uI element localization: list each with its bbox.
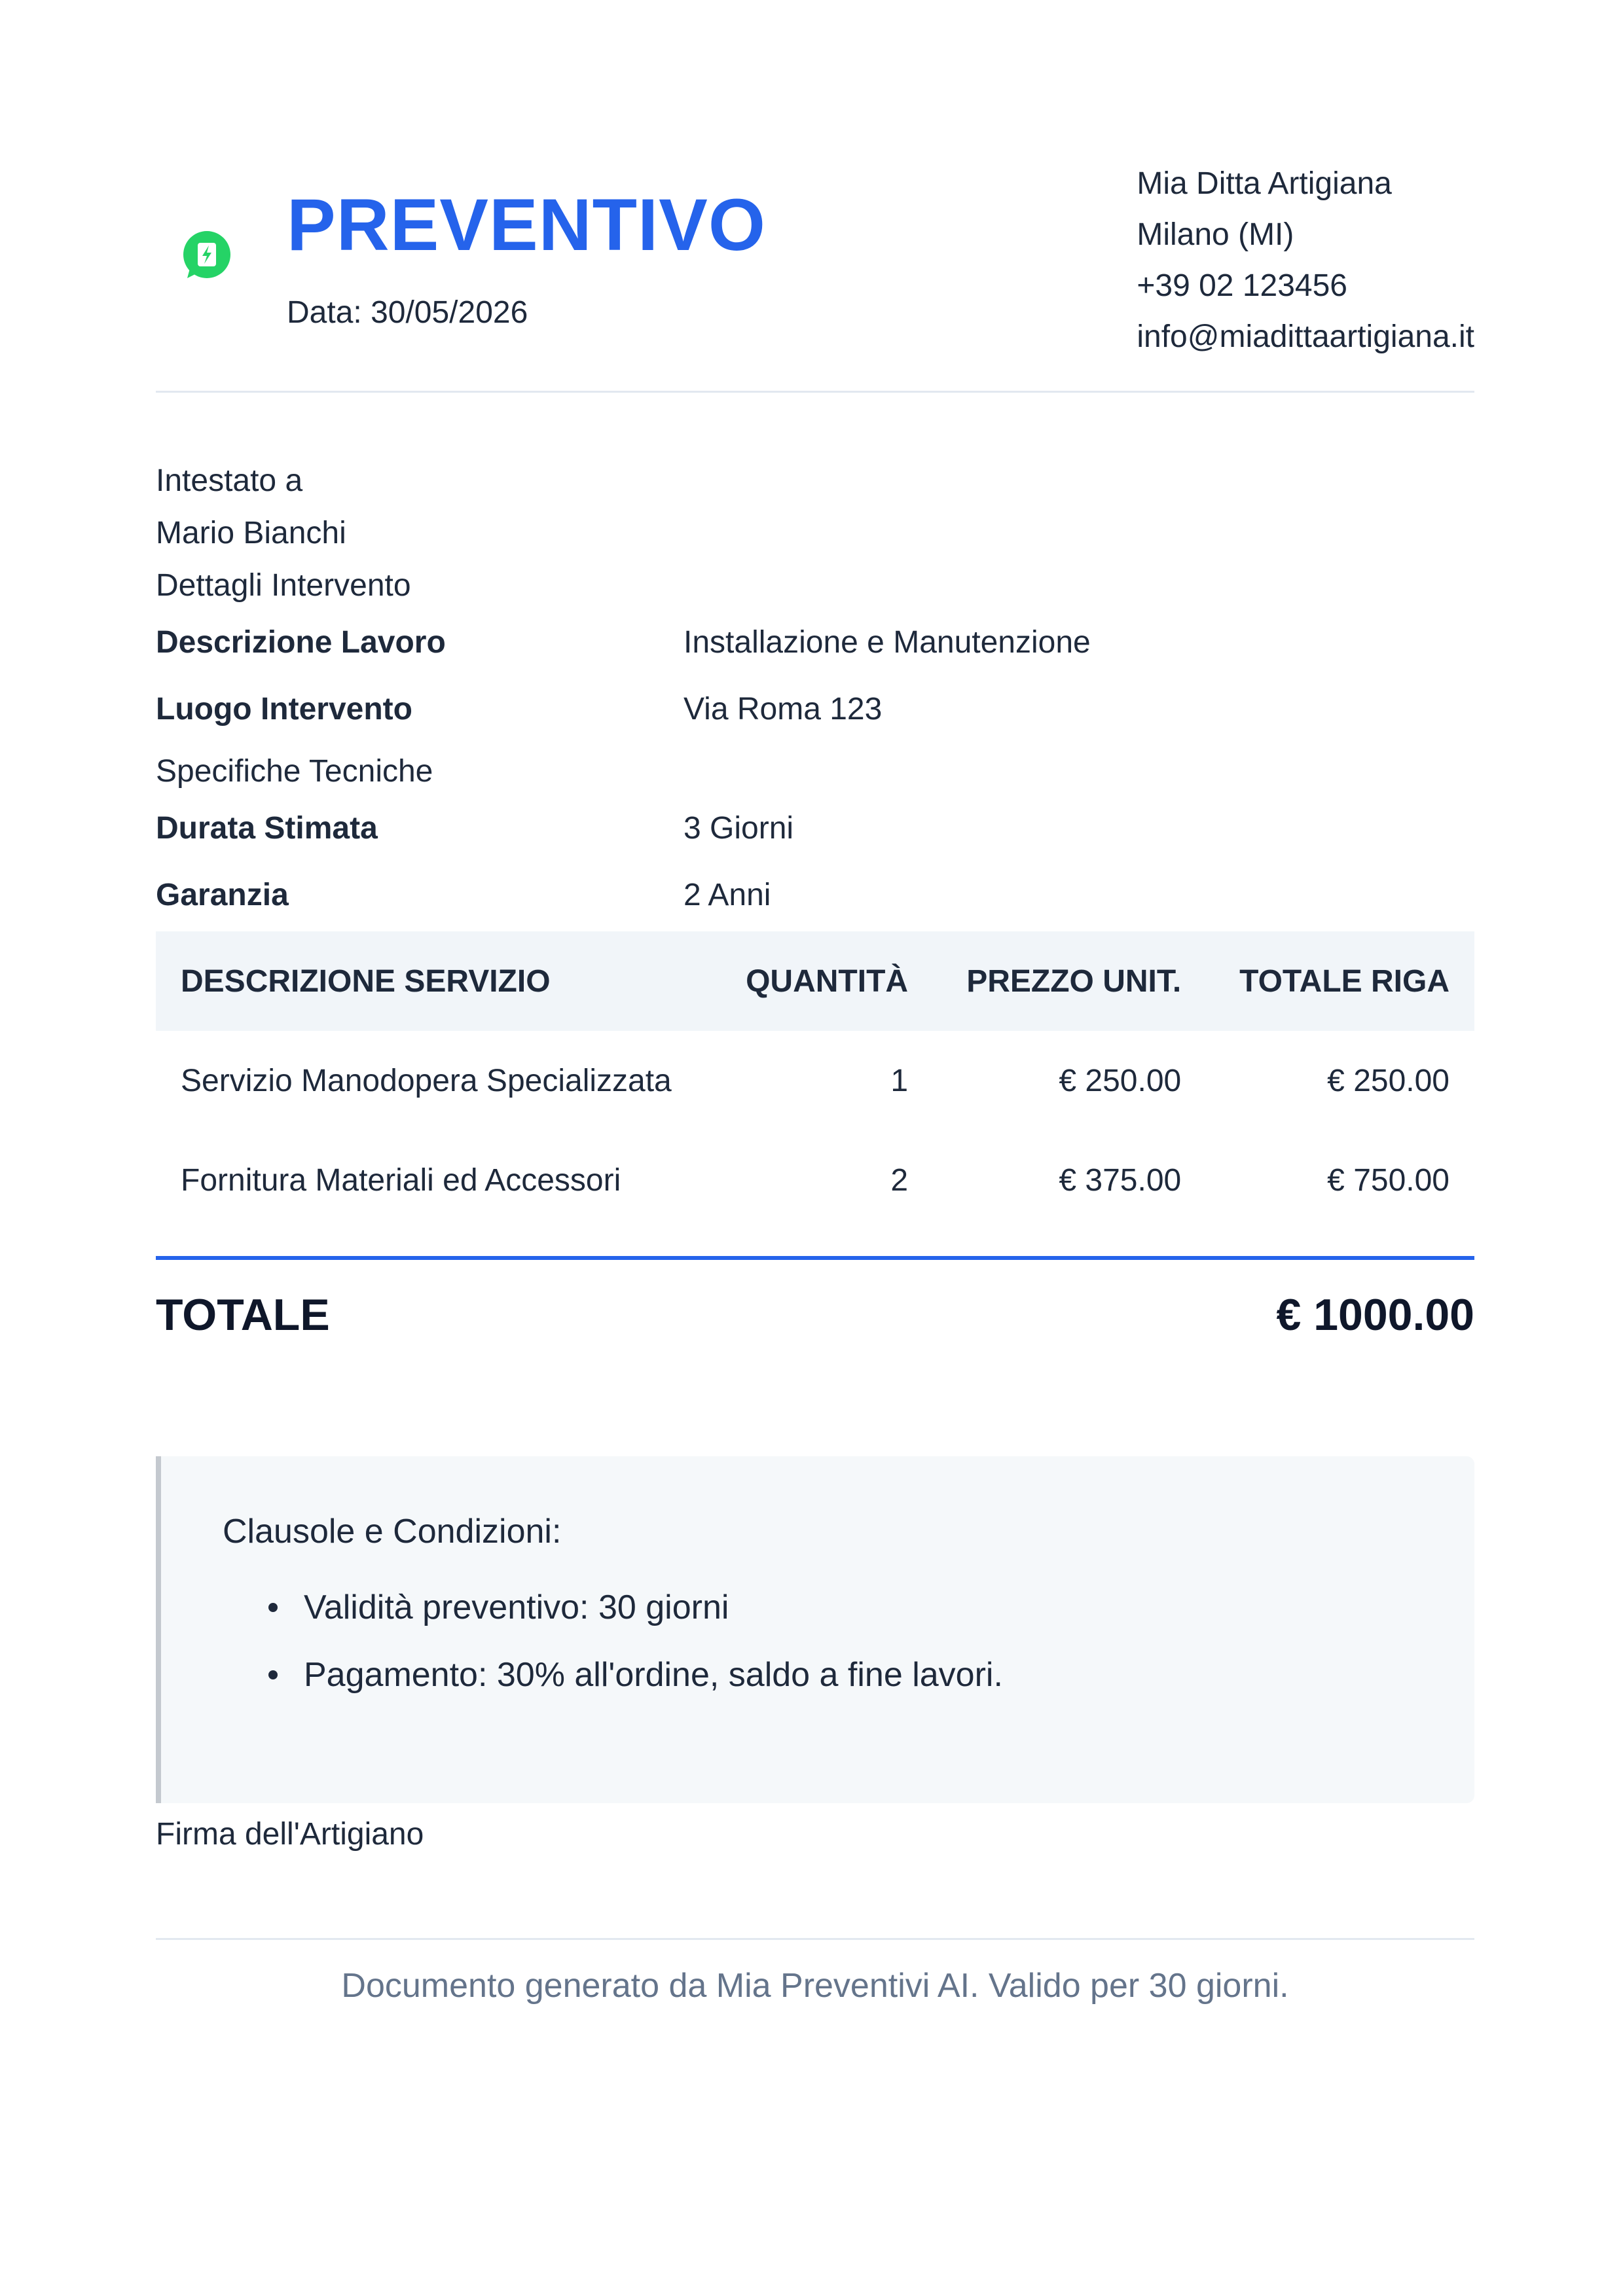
footer-divider <box>156 1938 1474 1940</box>
column-header-description: DESCRIZIONE SERVIZIO <box>156 931 714 1031</box>
warranty-value: 2 Anni <box>684 878 771 912</box>
column-header-unit-price: PREZZO UNIT. <box>933 931 1206 1031</box>
terms-item <box>304 1587 1003 1655</box>
terms-item <box>304 1655 1003 1722</box>
detail-row-place <box>156 673 1474 745</box>
total-row <box>156 1260 1474 1374</box>
client-heading: Intestato a <box>156 463 303 498</box>
terms-title: Clausole e Condizioni: <box>223 1513 562 1551</box>
total-label: TOTALE <box>156 1290 330 1340</box>
table-row <box>156 1031 1474 1130</box>
table-header-row <box>156 931 1474 1031</box>
document-date: Data: 30/05/2026 <box>287 295 528 330</box>
duration-value: 3 Giorni <box>684 811 794 846</box>
place-value: Via Roma 123 <box>684 692 883 726</box>
specs-heading: Specifiche Tecniche <box>156 754 433 789</box>
total-value: € 1000.00 <box>1276 1290 1474 1340</box>
signature-label: Firma dell'Artigiano <box>156 1817 424 1852</box>
quote-header <box>156 151 1474 393</box>
details-heading: Dettagli Intervento <box>156 568 411 603</box>
client-section <box>156 455 1474 931</box>
warranty-label: Garanzia <box>156 878 289 912</box>
cell-unit-price: € 375.00 <box>1059 1162 1182 1198</box>
detail-row-warranty <box>156 859 1474 931</box>
job-value: Installazione e Manutenzione <box>684 625 1091 660</box>
company-email: info@miadittaartigiana.it <box>1137 319 1474 354</box>
company-info <box>1137 158 1474 363</box>
cell-line-total: € 750.00 <box>1327 1162 1450 1198</box>
terms-item-text: Validità preventivo: 30 giorni <box>304 1588 729 1626</box>
terms-box <box>156 1456 1474 1803</box>
client-name: Mario Bianchi <box>156 516 346 550</box>
whatsapp-lightning-icon <box>181 230 233 282</box>
cell-line-total: € 250.00 <box>1327 1063 1450 1098</box>
cell-quantity: 2 <box>890 1162 909 1198</box>
detail-row-job <box>156 612 1474 673</box>
company-name: Mia Ditta Artigiana <box>1137 166 1392 201</box>
footer-note: Documento generato da Mia Preventivi AI. Valido per 30 giorni. <box>341 1967 1289 2005</box>
cell-quantity: 1 <box>890 1063 909 1098</box>
place-label: Luogo Intervento <box>156 692 412 726</box>
quote-page <box>156 151 1474 2005</box>
job-label: Descrizione Lavoro <box>156 625 446 660</box>
column-header-quantity: QUANTITÀ <box>714 931 933 1031</box>
company-city: Milano (MI) <box>1137 217 1294 252</box>
terms-list <box>223 1587 1003 1722</box>
detail-row-duration <box>156 798 1474 859</box>
cell-description: Servizio Manodopera Specializzata <box>181 1063 672 1098</box>
services-table <box>156 931 1474 1230</box>
document-title: PREVENTIVO <box>287 184 766 266</box>
column-header-line-total: TOTALE RIGA <box>1206 931 1474 1031</box>
table-row <box>156 1130 1474 1230</box>
company-phone: +39 02 123456 <box>1137 268 1347 303</box>
duration-label: Durata Stimata <box>156 811 378 846</box>
cell-unit-price: € 250.00 <box>1059 1063 1182 1098</box>
bullet-icon <box>268 1603 278 1612</box>
bullet-icon <box>268 1670 278 1679</box>
cell-description: Fornitura Materiali ed Accessori <box>181 1162 621 1198</box>
terms-item-text: Pagamento: 30% all'ordine, saldo a fine lavori. <box>304 1656 1003 1694</box>
